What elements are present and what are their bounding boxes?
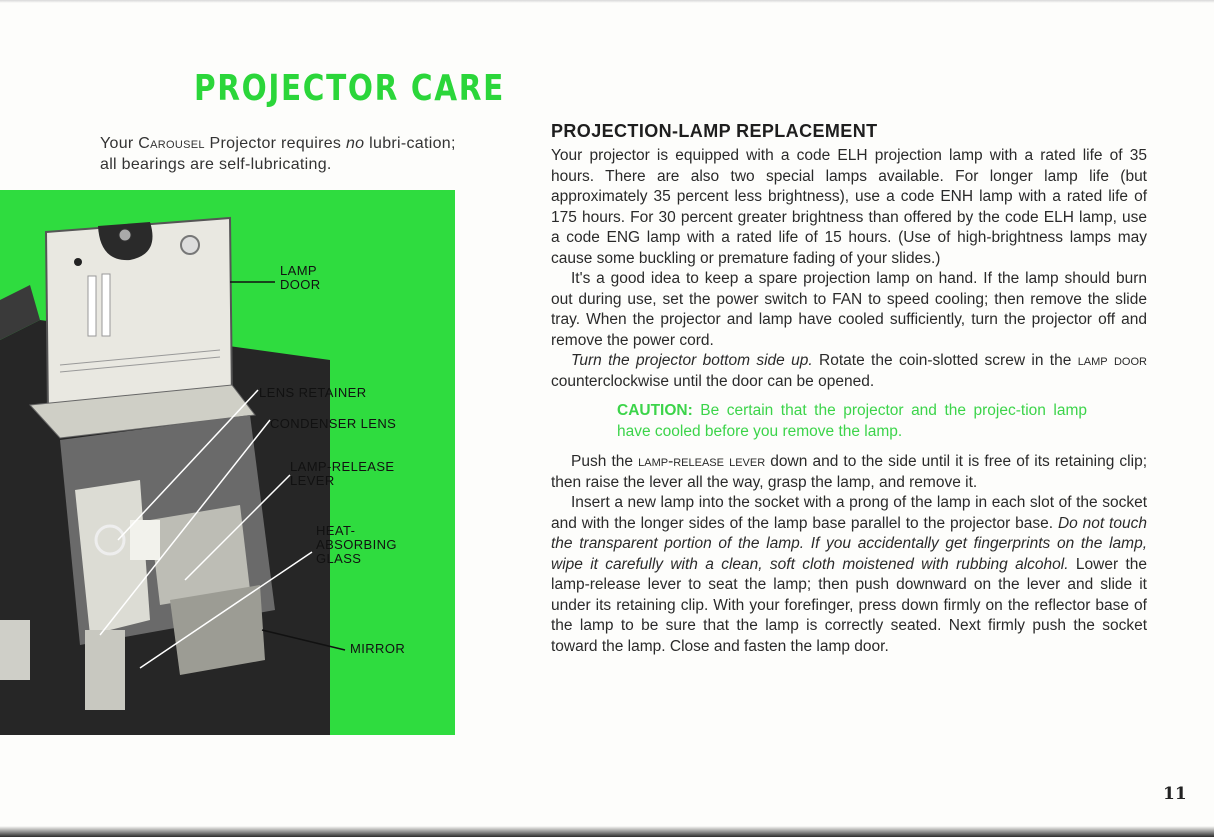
turn-text-b: counterclockwise until the door can be opened. [551, 372, 875, 390]
carousel-brand: Carousel [138, 135, 205, 152]
paragraph-lamp-types: Your projector is equipped with a code ELH projection lamp with a rated life of 35 hours. There are also two special lamps available. For longer lamp life (but approximately 35 percent less brightness), use a code ENH lamp with a rated life of 175 hours. For 30 percent greater brightness than offered by the code ELH lamp, use a code ENG lamp with a rated life of 15 hours. (Use of high-brightness lamps may cause some buckling or premature fading of your slides.) [551, 147, 1147, 267]
caution-box [617, 400, 1087, 442]
door-screw [181, 236, 199, 254]
insert-text-b: Lower the lamp-release lever to seat the lamp; then push downward on the lever and slide it under its retaining clip. With your forefinger, press down firmly on the reflector base of the lamp to be sure that the lamp is correctly seated. Next firmly push the socket toward the lamp. Close and fasten the lamp door. [551, 555, 1147, 655]
callout-lamp-door-line1: LAMP [280, 263, 318, 278]
callout-lamp-release-lever [290, 460, 395, 488]
turn-text-a: Rotate the coin-slotted screw in the [812, 352, 1078, 369]
callout-lamp-door-line2: DOOR [280, 277, 321, 292]
right-column [551, 121, 1147, 657]
callout-heat-line3: GLASS [316, 551, 362, 566]
callout-heat-line2: ABSORBING [316, 537, 397, 552]
lever-left [0, 620, 30, 680]
callout-lamp-release-line1: LAMP-RELEASE [290, 459, 395, 474]
door-pivot [74, 258, 82, 266]
door-slot-2 [102, 274, 110, 336]
lamp-release-part [130, 520, 160, 560]
callout-condenser-lens: CONDENSER LENS [270, 416, 397, 431]
intro-paragraph [100, 133, 460, 175]
mirror-part [170, 585, 265, 675]
lamp-release-lever-term: lamp-release lever [638, 453, 766, 470]
paragraph-spare-lamp: It's a good idea to keep a spare projection lamp on hand. If the lamp should burn out during use, set the power switch to FAN to speed cooling; then remove the slide tray. When the projector and lamp have cooled sufficiently, turn the projector off and remove the power cord. [551, 270, 1147, 349]
intro-text-3: lubri-cation; all bearings are self-lubricating. [100, 135, 456, 173]
turn-projector-instruction: Turn the projector bottom side up. [571, 352, 813, 369]
callout-heat-line1: HEAT- [316, 523, 356, 538]
intro-text-2: Projector requires [204, 135, 346, 152]
page-number: 11 [1163, 784, 1187, 804]
page-bottom-edge [0, 826, 1214, 837]
intro-text-1: Your [100, 135, 139, 152]
paragraph-push-lever [551, 452, 1147, 493]
caution-text: Be certain that the projector and the projec-tion lamp have cooled before you remove the lamp. [617, 402, 1087, 440]
door-slot-1 [88, 276, 96, 336]
caution-paragraph [617, 400, 1087, 442]
callout-lamp-release-line2: LEVER [290, 473, 335, 488]
callout-lamp-door [280, 264, 321, 292]
push-text-b: down and to the side until it is free of its retaining clip; then raise the lever all the way, grasp the lamp, and remove it. [551, 453, 1147, 491]
insert-warning: Do not touch the transparent portion of the lamp. If you accidentally get fingerprints on the lamp, wipe it carefully with a clean, soft cloth moistened with rubbing alcohol. [551, 514, 1147, 573]
push-text-a: Push the [571, 453, 639, 470]
socket-part [85, 630, 125, 710]
paragraph-turn-projector [551, 351, 1147, 392]
callout-lens-retainer: LENS RETAINER [259, 385, 367, 400]
projector-photo-figure [0, 190, 455, 735]
callout-heat-absorbing-glass [316, 524, 397, 566]
paragraph-insert-lamp [551, 493, 1147, 657]
lamp-door-term: lamp door [1077, 352, 1147, 369]
intro-emphasis: no [345, 135, 365, 152]
page-top-edge [0, 0, 1214, 3]
callout-mirror: MIRROR [350, 641, 406, 656]
insert-text-a: Insert a new lamp into the socket with a prong of the lamp in each slot of the socket and with the longer sides of the lamp base parallel to the projector base. [551, 494, 1147, 532]
page-title: PROJECTOR CARE [194, 68, 505, 109]
caution-label: CAUTION: [617, 402, 693, 419]
latch-screw [119, 229, 131, 241]
section-heading: PROJECTION-LAMP REPLACEMENT [551, 121, 878, 141]
